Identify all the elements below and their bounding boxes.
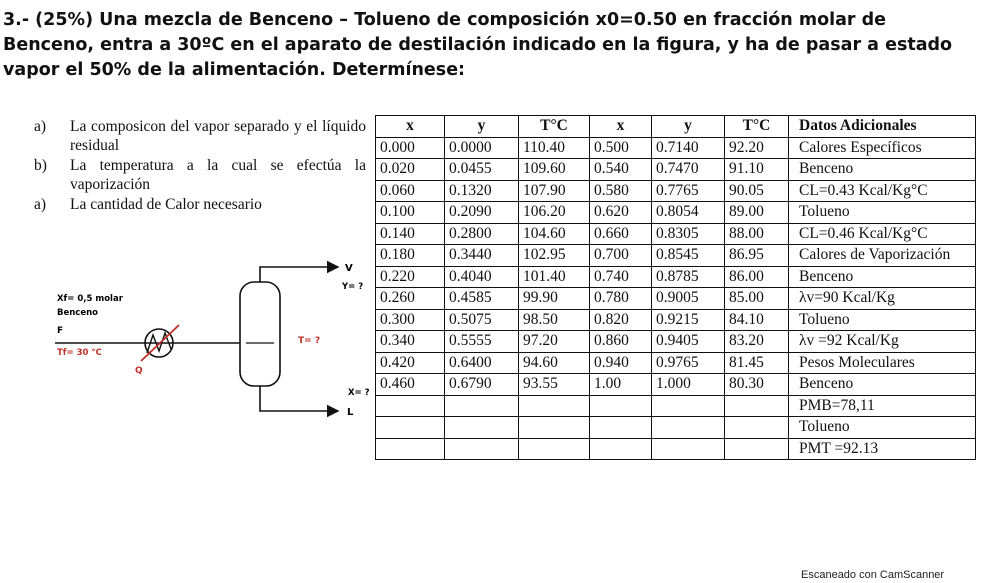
table-cell: 89.00: [725, 202, 789, 224]
table-cell: 98.50: [519, 309, 590, 331]
drum-temperature-label: T= ?: [298, 336, 321, 346]
table-cell: 0.180: [376, 245, 445, 267]
table-cell: [725, 438, 789, 460]
column-header: x: [376, 116, 445, 138]
column-header: x: [590, 116, 652, 138]
table-cell: 86.00: [725, 266, 789, 288]
feed-temperature-label: Tf= 30 °C: [57, 348, 102, 358]
table-cell: 0.460: [376, 374, 445, 396]
table-cell: 88.00: [725, 223, 789, 245]
table-row: [376, 331, 976, 353]
table-row: [376, 137, 976, 159]
table-cell: 0.540: [590, 159, 652, 181]
question-marker: a): [34, 196, 47, 213]
additional-data-cell: Tolueno: [789, 202, 976, 224]
table-cell: 92.20: [725, 137, 789, 159]
column-header: T°C: [725, 116, 789, 138]
table-cell: [652, 438, 725, 460]
additional-data-cell: CL=0.46 Kcal/Kg°C: [789, 223, 976, 245]
table-row: [376, 159, 976, 181]
additional-data-cell: Tolueno: [789, 309, 976, 331]
table-cell: 0.100: [376, 202, 445, 224]
table-cell: 0.8785: [652, 266, 725, 288]
question-text: La temperatura a la cual se efectúa la vaporización: [70, 157, 366, 193]
table-row: [376, 395, 976, 417]
table-cell: [376, 438, 445, 460]
statement-line-1: 3.- (25%) Una mezcla de Benceno – Tolueno de composición x0=0.50 en fracción molar de: [3, 10, 887, 30]
question-item: [34, 117, 366, 155]
table-cell: 90.05: [725, 180, 789, 202]
table-cell: 0.220: [376, 266, 445, 288]
statement-line-2: Benceno, entra a 30ºC en el aparato de destilación indicado en la figura, y ha de pasar a estado: [3, 35, 953, 55]
table-cell: 83.20: [725, 331, 789, 353]
flash-distillation-diagram: [55, 245, 375, 435]
table-cell: 93.55: [519, 374, 590, 396]
table-cell: 0.9215: [652, 309, 725, 331]
additional-data-cell: PMB=78,11: [789, 395, 976, 417]
table-cell: 0.5075: [445, 309, 519, 331]
table-cell: 0.260: [376, 288, 445, 310]
table-row: [376, 438, 976, 460]
question-item: [34, 156, 366, 194]
table-cell: 0.9765: [652, 352, 725, 374]
table-cell: 0.5555: [445, 331, 519, 353]
table-cell: 94.60: [519, 352, 590, 374]
table-cell: 0.700: [590, 245, 652, 267]
additional-data-cell: λv=90 Kcal/Kg: [789, 288, 976, 310]
problem-statement: [3, 8, 978, 83]
table-cell: [519, 417, 590, 439]
table-cell: [590, 395, 652, 417]
table-row: [376, 245, 976, 267]
table-cell: [725, 417, 789, 439]
table-cell: [445, 395, 519, 417]
table-cell: 0.2090: [445, 202, 519, 224]
additional-data-cell: Pesos Moleculares: [789, 352, 976, 374]
question-marker: b): [34, 157, 47, 174]
additional-data-cell: Benceno: [789, 374, 976, 396]
table-cell: 0.860: [590, 331, 652, 353]
table-cell: 106.20: [519, 202, 590, 224]
vapor-label: V: [345, 263, 353, 274]
table-cell: [376, 417, 445, 439]
additional-data-cell: λv =92 Kcal/Kg: [789, 331, 976, 353]
column-header: T°C: [519, 116, 590, 138]
table-row: [376, 374, 976, 396]
additional-data-cell: Tolueno: [789, 417, 976, 439]
table-cell: 0.8305: [652, 223, 725, 245]
table-row: [376, 202, 976, 224]
liquid-label: L: [347, 407, 354, 418]
table-row: [376, 309, 976, 331]
table-cell: 0.060: [376, 180, 445, 202]
table-cell: 84.10: [725, 309, 789, 331]
table-cell: 0.8054: [652, 202, 725, 224]
table-cell: 0.7765: [652, 180, 725, 202]
table-cell: [445, 438, 519, 460]
table-cell: 0.780: [590, 288, 652, 310]
table-cell: 0.020: [376, 159, 445, 181]
table-cell: [376, 395, 445, 417]
table-cell: 104.60: [519, 223, 590, 245]
table-cell: 102.95: [519, 245, 590, 267]
table-cell: [519, 438, 590, 460]
table-cell: 1.000: [652, 374, 725, 396]
table-cell: 109.60: [519, 159, 590, 181]
additional-data-cell: Benceno: [789, 266, 976, 288]
liquid-outlet-line: [260, 386, 338, 411]
table-cell: 0.820: [590, 309, 652, 331]
table-cell: 0.1320: [445, 180, 519, 202]
table-cell: 0.7140: [652, 137, 725, 159]
feed-label: F: [57, 326, 64, 336]
table-cell: 0.6400: [445, 352, 519, 374]
table-cell: [590, 438, 652, 460]
table-cell: 107.90: [519, 180, 590, 202]
table-cell: 0.9005: [652, 288, 725, 310]
table-cell: 86.95: [725, 245, 789, 267]
table-cell: 0.6790: [445, 374, 519, 396]
table-cell: [445, 417, 519, 439]
table-cell: 0.580: [590, 180, 652, 202]
table-cell: 0.0455: [445, 159, 519, 181]
question-marker: a): [34, 118, 47, 135]
table-cell: 0.740: [590, 266, 652, 288]
question-text: La cantidad de Calor necesario: [70, 196, 262, 213]
table-cell: 0.500: [590, 137, 652, 159]
separator-drum: [240, 282, 280, 386]
question-list: [34, 117, 366, 215]
additional-data-cell: PMT =92.13: [789, 438, 976, 460]
table-cell: 1.00: [590, 374, 652, 396]
table-cell: 0.3440: [445, 245, 519, 267]
table-cell: [590, 417, 652, 439]
table-cell: 91.10: [725, 159, 789, 181]
additional-data-cell: CL=0.43 Kcal/Kg°C: [789, 180, 976, 202]
table-cell: 0.4040: [445, 266, 519, 288]
table-cell: 0.9405: [652, 331, 725, 353]
vapor-composition-label: Y= ?: [342, 282, 364, 292]
liquid-composition-label: X= ?: [348, 388, 370, 398]
table-row: [376, 417, 976, 439]
equilibrium-data-table: [375, 115, 976, 460]
table-cell: 110.40: [519, 137, 590, 159]
feed-composition-label: Xf= 0,5 molar: [57, 294, 123, 304]
table-header-row: [376, 116, 976, 138]
table-cell: 0.140: [376, 223, 445, 245]
question-item: [34, 195, 366, 214]
table-cell: 0.420: [376, 352, 445, 374]
table-cell: 0.340: [376, 331, 445, 353]
question-text: La composicon del vapor separado y el líquido residual: [70, 118, 366, 154]
additional-data-cell: Calores de Vaporización: [789, 245, 976, 267]
table-cell: 0.7470: [652, 159, 725, 181]
table-row: [376, 180, 976, 202]
table-cell: 0.2800: [445, 223, 519, 245]
table-cell: 0.4585: [445, 288, 519, 310]
table-cell: 0.0000: [445, 137, 519, 159]
scanner-watermark: Escaneado con CamScanner: [801, 569, 945, 581]
table-cell: 0.620: [590, 202, 652, 224]
table-cell: [725, 395, 789, 417]
table-row: [376, 223, 976, 245]
vapor-outlet-line: [260, 267, 338, 282]
table-cell: 0.300: [376, 309, 445, 331]
additional-data-cell: Calores Específicos: [789, 137, 976, 159]
column-header: y: [445, 116, 519, 138]
table-cell: [519, 395, 590, 417]
statement-line-3: vapor el 50% de la alimentación. Determínese:: [3, 60, 466, 80]
table-row: [376, 352, 976, 374]
table-cell: 0.940: [590, 352, 652, 374]
table-cell: [652, 417, 725, 439]
table-row: [376, 288, 976, 310]
table-row: [376, 266, 976, 288]
heat-label: Q: [135, 366, 143, 376]
column-header: Datos Adicionales: [789, 116, 976, 138]
table-cell: 85.00: [725, 288, 789, 310]
table-cell: 81.45: [725, 352, 789, 374]
table-cell: 0.660: [590, 223, 652, 245]
table-cell: 0.8545: [652, 245, 725, 267]
table-cell: 97.20: [519, 331, 590, 353]
table-cell: 99.90: [519, 288, 590, 310]
additional-data-cell: Benceno: [789, 159, 976, 181]
column-header: y: [652, 116, 725, 138]
table-cell: 0.000: [376, 137, 445, 159]
feed-component-label: Benceno: [57, 308, 98, 318]
table-cell: 101.40: [519, 266, 590, 288]
table-cell: [652, 395, 725, 417]
table-cell: 80.30: [725, 374, 789, 396]
